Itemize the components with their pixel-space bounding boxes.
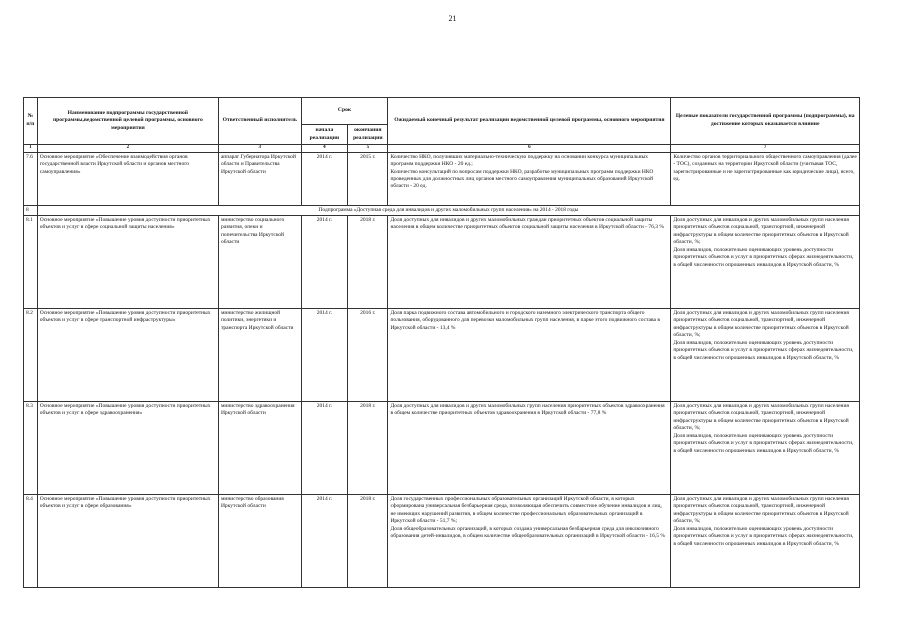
header-term: Срок <box>301 98 388 125</box>
table-row <box>24 495 860 588</box>
row-start: 2014 г. <box>301 495 348 588</box>
table-row <box>24 402 860 495</box>
row-result: Доля государственных профессиональных образовательных организаций Иркутской области, в которых сформирована универсальная безбарьерная среда, позволяющая обеспечить совместное обучение инвалидов и лиц, не имеющих нарушений развития, в общем количестве профессиональных образовательных организаций в Иркутской области - 51,7 %; Доля общеобразовательных организаций, в которых создана универсальная безбарьерная среда для инклюзивного образования детей-инвалидов, в общем количестве общеобразовательных организаций в Иркутской области - 16,5 % <box>388 495 671 588</box>
row-name: Основное мероприятие «Обеспечение взаимодействия органов государственной власти Иркутской области и органов местного самоуправления» <box>37 152 218 205</box>
column-number: 6 <box>388 145 671 153</box>
row-name: Основное мероприятие «Повышение уровня доступности приоритетных объектов и услуг в сфере транспортной инфраструктуры» <box>37 309 218 402</box>
row-end: 2016 г. <box>348 309 388 402</box>
header-start: начала реализации <box>301 125 348 145</box>
subprogram-row <box>24 205 860 215</box>
row-indicators: Доля доступных для инвалидов и других маломобильных групп населения приоритетных объектов социальной, транспортной, инженерной инфраструктуры в общем количестве приоритетных объектов в Иркутской области, %; Доля инвалидов, положительно оценивающих уровень доступности приоритетных объектов и услуг в приоритетных сферах жизнедеятельности, в общей численности опрошенных инвалидов в Иркутской области, % <box>671 309 860 402</box>
row-indicators: Количество органов территориального общественного самоуправления (далее - ТОС), созданных на территории Иркутской области (учитывая ТОС, зарегистрированные и не зарегистрированные как юридические лица), всего, ед. <box>671 152 860 205</box>
table-row <box>24 152 860 205</box>
row-name: Основное мероприятие «Повышение уровня доступности приоритетных объектов и услуг в сфере здравоохранения» <box>37 402 218 495</box>
row-executor: министерство жилищной политики, энергетики и транспорта Иркутской области <box>218 309 301 402</box>
column-number: 2 <box>37 145 218 153</box>
row-end: 2018 г. <box>348 216 388 309</box>
header-name: Наименование подпрограммы государственной программы,ведомственной целевой программы, основного мероприятия <box>37 98 218 145</box>
header-result: Ожидаемый конечный результат реализации ведомственной целевой программы, основного мероприятия <box>388 98 671 145</box>
row-num: 8.3 <box>24 402 38 495</box>
header-executor: Ответственный исполнитель <box>218 98 301 145</box>
table-row <box>24 309 860 402</box>
row-indicators: Доля доступных для инвалидов и других маломобильных групп населения приоритетных объектов социальной, транспортной, инженерной инфраструктуры в общем количестве приоритетных объектов в Иркутской области, %; Доля инвалидов, положительно оценивающих уровень доступности приоритетных объектов и услуг в приоритетных сферах жизнедеятельности, в общей численности опрошенных инвалидов в Иркутской области, % <box>671 402 860 495</box>
header-end: окончания реализации <box>348 125 388 145</box>
row-indicators: Доля доступных для инвалидов и других маломобильных групп населения приоритетных объектов социальной, транспортной, инженерной инфраструктуры в общем количестве приоритетных объектов в Иркутской области, %; Доля инвалидов, положительно оценивающих уровень доступности приоритетных объектов и услуг в приоритетных сферах жизнедеятельности, в общей численности опрошенных инвалидов в Иркутской области, % <box>671 216 860 309</box>
row-num: 8.1 <box>24 216 38 309</box>
page-number: 21 <box>448 14 457 23</box>
row-result: Доля доступных для инвалидов и других маломобильных групп населения приоритетных объектов здравоохранения в общем количестве приоритетных объектов здравоохранения в Иркутской области - 77,8 % <box>388 402 671 495</box>
row-end: 2018 г. <box>348 495 388 588</box>
row-end: 2015 г. <box>348 152 388 205</box>
row-start: 2014 г. <box>301 152 348 205</box>
table-row <box>24 216 860 309</box>
subprogram-num: 8 <box>24 205 38 215</box>
row-num: 8.4 <box>24 495 38 588</box>
row-indicators: Доля доступных для инвалидов и других маломобильных групп населения приоритетных объектов социальной, транспортной, инженерной инфраструктуры в общем количестве приоритетных объектов в Иркутской области, %; Доля инвалидов, положительно оценивающих уровень доступности приоритетных объектов и услуг в приоритетных сферах жизнедеятельности, в общей численности опрошенных инвалидов в Иркутской области, % <box>671 495 860 588</box>
header-indicators: Целевые показатели государственной программы (подпрограммы), на достижение которых оказывается влияние <box>671 98 860 145</box>
subprogram-title: Подпрограмма «Доступная среда для инвалидов и других маломобильных групп населения» на 2014 - 2018 годы <box>37 205 859 215</box>
header-num: № п/п <box>24 98 38 145</box>
row-num: 8.2 <box>24 309 38 402</box>
column-number: 3 <box>218 145 301 153</box>
column-number: 4 <box>301 145 348 153</box>
row-executor: министерство образования Иркутской области <box>218 495 301 588</box>
column-number: 1 <box>24 145 38 153</box>
row-result: Доля парка подвижного состава автомобильного и городского наземного электрического транспорта общего пользования, оборудованного для перевозки маломобильных групп населения, в парке этого подвижного состава в Иркутской области - 13,4 % <box>388 309 671 402</box>
row-start: 2014 г. <box>301 309 348 402</box>
column-number: 7 <box>671 145 860 153</box>
row-executor: министерство социального развития, опеки и попечительства Иркутской области <box>218 216 301 309</box>
row-result: Доля доступных для инвалидов и других маломобильных граждан приоритетных объектов социальной защиты населения в общем количестве приоритетных объектов социальной защиты населения в Иркутской области - 76,3 % <box>388 216 671 309</box>
row-num: 7.6 <box>24 152 38 205</box>
row-start: 2014 г. <box>301 216 348 309</box>
program-table <box>23 97 860 588</box>
row-start: 2014 г. <box>301 402 348 495</box>
row-name: Основное мероприятие «Повышение уровня доступности приоритетных объектов и услуг в сфере образования» <box>37 495 218 588</box>
row-executor: министерство здравоохранения Иркутской области <box>218 402 301 495</box>
column-numbers-row <box>24 145 860 153</box>
row-end: 2018 г. <box>348 402 388 495</box>
row-executor: аппарат Губернатора Иркутской области и Правительства Иркутской области <box>218 152 301 205</box>
column-number: 5 <box>348 145 388 153</box>
row-name: Основное мероприятие «Повышение уровня доступности приоритетных объектов и услуг в сфере социальной защиты населения» <box>37 216 218 309</box>
row-result: Количество НКО, получивших материально-техническую поддержку на основании конкурса муниципальных программ поддержки НКО - 20 ед.; Количество консультаций по вопросам поддержки НКО, разработке муниципальных программ поддержки НКО проведенных для должностных лиц органов местного самоуправления муниципальных образований Иркутской области - 20 ед. <box>388 152 671 205</box>
